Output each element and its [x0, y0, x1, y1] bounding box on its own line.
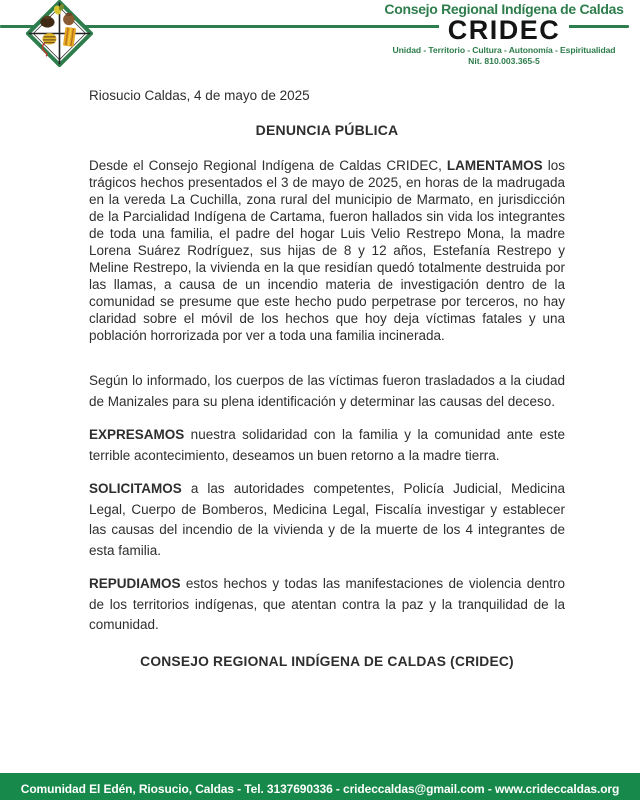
letterhead-text-block — [378, 1, 630, 67]
paragraphs-container — [89, 157, 565, 636]
org-motto: Unidad - Territorio - Cultura - Autonomía - Espiritualidad — [392, 45, 616, 56]
org-acronym: CRIDEC — [439, 18, 570, 42]
org-nit: Nit. 810.003.365-5 — [468, 56, 540, 67]
footer-contact-line: Comunidad El Edén, Riosucio, Caldas - Tel. 3137690336 - crideccaldas@gmail.com - www.crideccaldas.org — [20, 782, 620, 796]
footer-bar — [0, 773, 640, 800]
date-line: Riosucio Caldas, 4 de mayo de 2025 — [89, 88, 310, 103]
paragraph: EXPRESAMOS nuestra solidaridad con la familia y la comunidad ante este terrible acontecimiento, deseamos un buen retorno a la madre tierra. — [89, 427, 565, 463]
paragraph: REPUDIAMOS estos hechos y todas las manifestaciones de violencia dentro de los territorios indígenas, que atentan contra la paz y la tranquilidad de la comunidad. — [89, 576, 565, 632]
paragraph: Desde el Consejo Regional Indígena de Caldas CRIDEC, LAMENTAMOS los trágicos hechos presentados el 3 de mayo de 2025, en horas de la madrugada en la vereda La Cuchilla, zona rural del municipio de Marmato, en jurisdicción de la Parcialidad Indígena de Cartama, fueron hallados sin vida los integrantes de toda una familia, el padre del hogar Luis Velio Restrepo Mona, la madre Lorena Suárez Rodríguez, sus hijas de 8 y 12 años, Estefanía Restrepo y Meline Restrepo, la vivienda en la que residían quedó totalmente destruida por las llamas, a causa de un incendio materia de investigación dentro de la comunidad se presume que este hecho pudo perpetrase por terceros, no hay claridad sobre el móvil de los hechos que hoy deja víctimas fatales y una población horrorizada por ver a toda una familia incinerada. — [89, 158, 565, 343]
cridec-logo-icon — [26, 0, 93, 67]
paragraph: Según lo informado, los cuerpos de las víctimas fueron trasladados a la ciudad de Manizales para su plena identificación y determinar las causas del deceso. — [89, 373, 565, 409]
letterhead — [0, 0, 640, 72]
document-title: DENUNCIA PÚBLICA — [255, 122, 399, 138]
org-name: Consejo Regional Indígena de Caldas — [384, 1, 624, 17]
paragraph: SOLICITAMOS a las autoridades competentes, Policía Judicial, Medicina Legal, Cuerpo de Bomberos, Medicina Legal, Fiscalía investigar y establecer las causas del incendio de la vivienda y de la muerte de los 4 integrantes de esta familia. — [89, 481, 565, 558]
closing-signature: CONSEJO REGIONAL INDÍGENA DE CALDAS (CRIDEC) — [140, 653, 514, 669]
letter-body — [89, 88, 565, 670]
